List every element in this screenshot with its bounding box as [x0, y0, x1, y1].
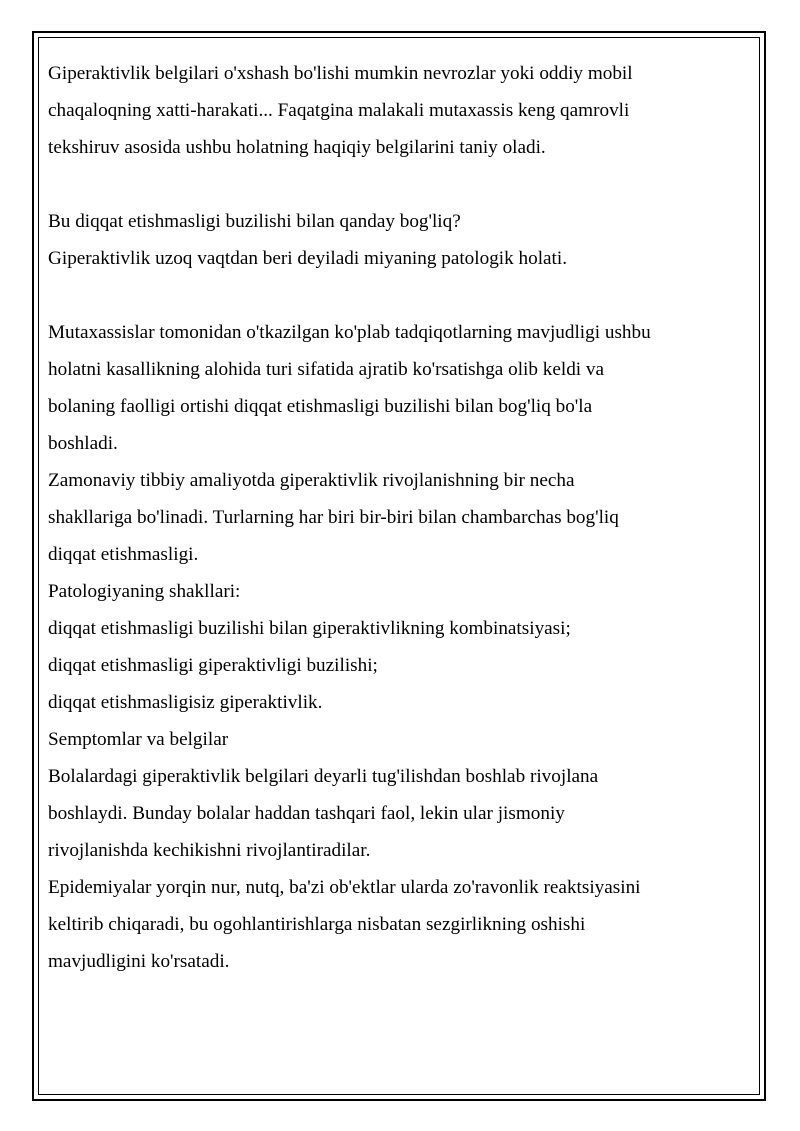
question-heading: Bu diqqat etishmasligi buzilishi bilan qanday bog'liq? [48, 211, 461, 232]
question-answer: Giperaktivlik uzoq vaqtdan beri deyiladi miyaning patologik holati. [48, 248, 568, 269]
text-line: tekshiruv asosida ushbu holatning haqiqiy belgilarini taniy oladi. [48, 137, 546, 158]
paragraph-forms-intro [48, 462, 738, 573]
paragraph-sensitivity [48, 869, 738, 980]
list-item: diqqat etishmasligi buzilishi bilan giperaktivlikning kombinatsiyasi; [48, 618, 571, 639]
text-line: Bolalardagi giperaktivlik belgilari deyarli tug'ilishdan boshlab rivojlana [48, 766, 599, 787]
text-line: chaqaloqning xatti-harakati... Faqatgina malakali mutaxassis keng qamrovli [48, 100, 630, 121]
forms-heading: Patologiyaning shakllari: [48, 581, 241, 602]
text-line: Giperaktivlik belgilari o'xshash bo'lishi mumkin nevrozlar yoki oddiy mobil [48, 63, 633, 84]
blank-line [48, 166, 738, 203]
list-item: diqqat etishmasligi giperaktivligi buzilishi; [48, 655, 378, 676]
paragraph-research [48, 314, 738, 462]
blank-line [48, 277, 738, 314]
document-body [48, 55, 738, 980]
text-line: shakllariga bo'linadi. Turlarning har biri bir-biri bilan chambarchas bog'liq [48, 507, 619, 528]
forms-list [48, 610, 738, 721]
text-line: diqqat etishmasligi. [48, 544, 199, 565]
text-line: keltirib chiqaradi, bu ogohlantirishlarga nisbatan sezgirlikning oshishi [48, 914, 586, 935]
text-line: Epidemiyalar yorqin nur, nutq, ba'zi ob'ektlar ularda zo'ravonlik reaktsiyasini [48, 877, 641, 898]
text-line: Mutaxassislar tomonidan o'tkazilgan ko'plab tadqiqotlarning mavjudligi ushbu [48, 322, 651, 343]
list-item: diqqat etishmasligisiz giperaktivlik. [48, 692, 323, 713]
text-line: bolaning faolligi ortishi diqqat etishmasligi buzilishi bilan bog'liq bo'la [48, 396, 593, 417]
text-line: boshlaydi. Bunday bolalar haddan tashqari faol, lekin ular jismoniy [48, 803, 565, 824]
text-line: Zamonaviy tibbiy amaliyotda giperaktivlik rivojlanishning bir necha [48, 470, 575, 491]
symptoms-heading: Semptomlar va belgilar [48, 729, 229, 750]
paragraph-intro [48, 55, 738, 166]
text-line: boshladi. [48, 433, 118, 454]
text-line: rivojlanishda kechikishni rivojlantiradilar. [48, 840, 371, 861]
text-line: mavjudligini ko'rsatadi. [48, 951, 230, 972]
paragraph-symptoms [48, 758, 738, 869]
text-line: holatni kasallikning alohida turi sifatida ajratib ko'rsatishga olib keldi va [48, 359, 605, 380]
